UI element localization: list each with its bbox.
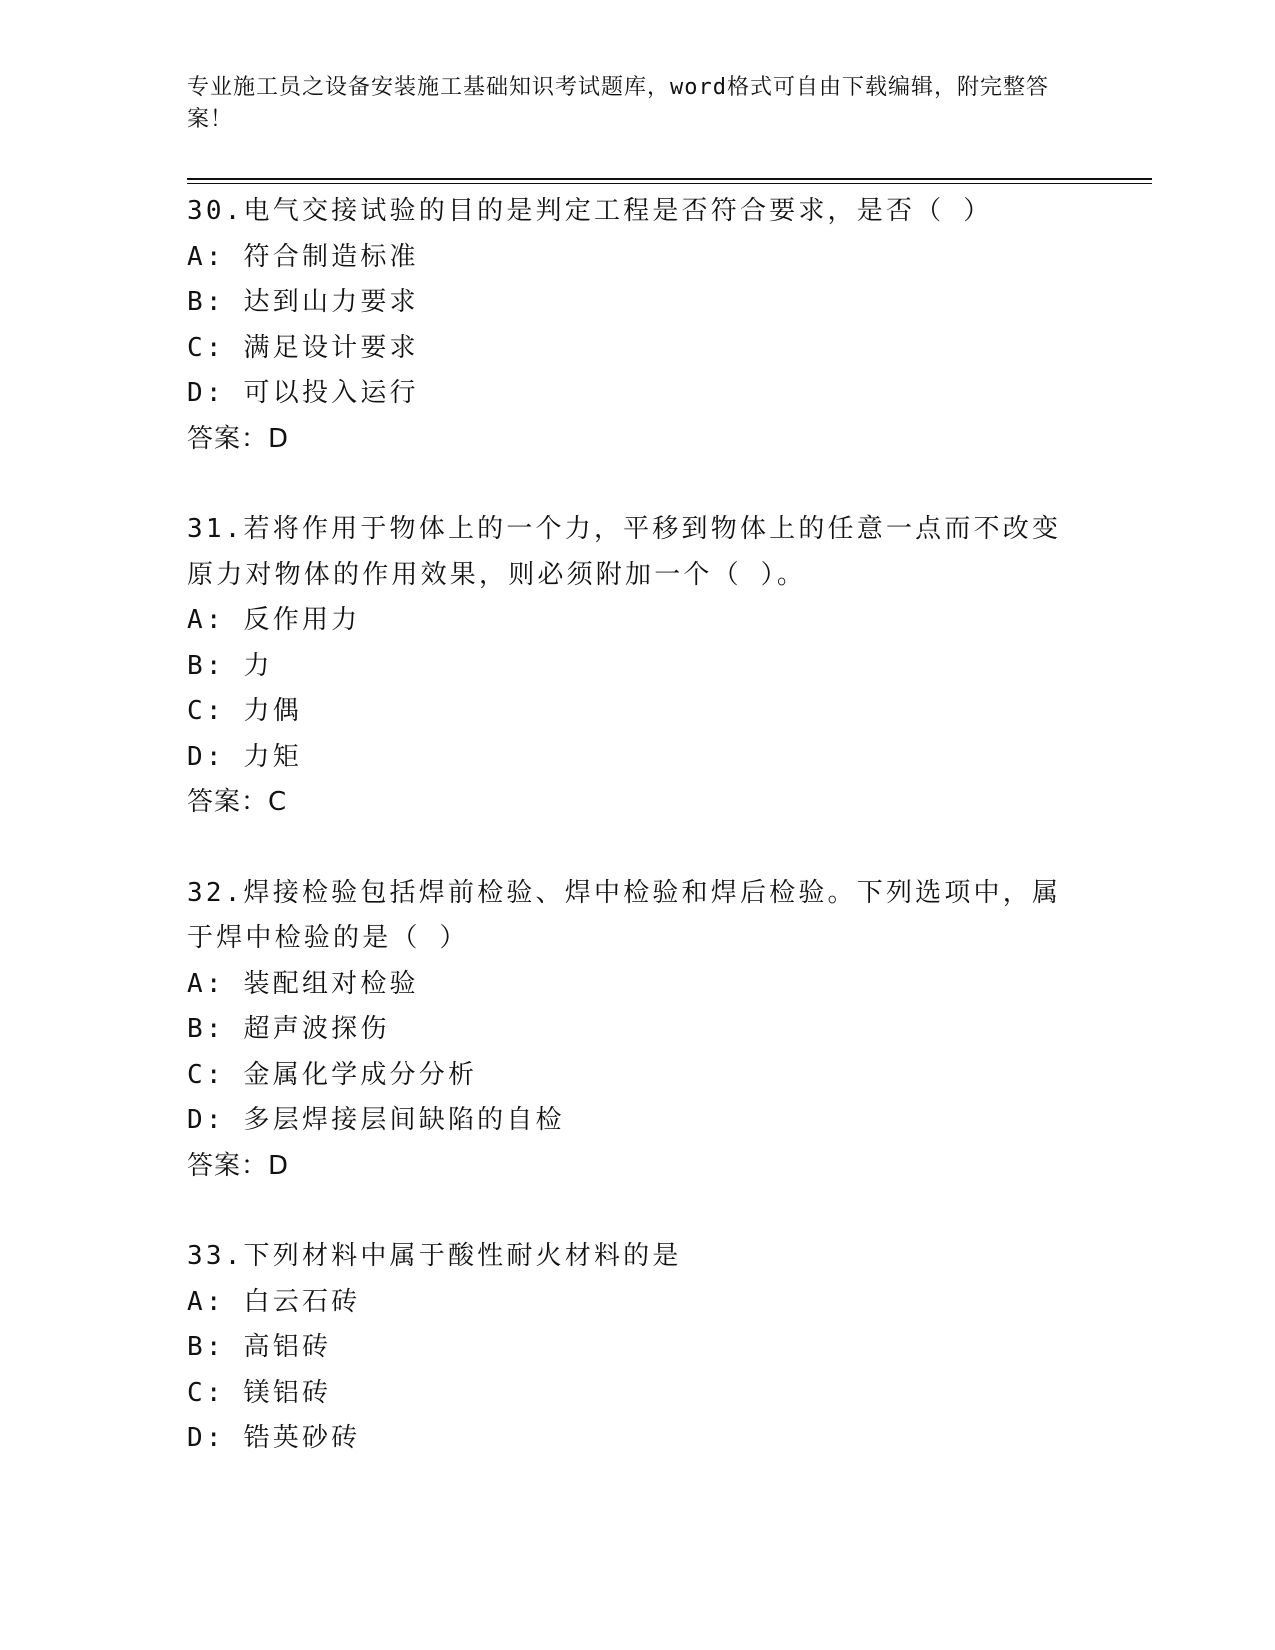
- question-spacer: [187, 826, 1087, 871]
- option-a: A: 装配组对检验: [187, 968, 419, 999]
- answer: 答案：D: [187, 1150, 290, 1181]
- option-d: D: 多层焊接层间缺陷的自检: [187, 1105, 565, 1135]
- document-header: 专业施工员之设备安装施工基础知识考试题库，word格式可自由下载编辑，附完整答案！: [187, 75, 1049, 132]
- option-c: C: 满足设计要求: [187, 332, 419, 363]
- option-d: D: 可以投入运行: [187, 378, 419, 408]
- question-33: [187, 1234, 1087, 1462]
- header-divider: [187, 178, 1152, 184]
- question-spacer: [187, 1189, 1087, 1234]
- question-stem: 33.下列材料中属于酸性耐火材料的是: [187, 1241, 682, 1271]
- question-spacer: [187, 462, 1087, 507]
- question-31: [187, 507, 1087, 826]
- option-c: C: 金属化学成分分析: [187, 1059, 478, 1090]
- option-b: B: 达到山力要求: [187, 287, 419, 317]
- option-d: D: 力矩: [187, 741, 302, 772]
- option-c: C: 镁铝砖: [187, 1377, 332, 1408]
- answer: 答案：D: [187, 423, 290, 454]
- question-list: [187, 189, 1087, 1462]
- option-b: B: 高铝砖: [187, 1332, 332, 1362]
- question-stem: 31.若将作用于物体上的一个力，平移到物体上的任意一点而不改变原力对物体的作用效果，则必须附加一个（ ）。: [187, 514, 1062, 590]
- option-b: B: 力: [187, 650, 273, 681]
- option-d: D: 锆英砂砖: [187, 1423, 361, 1453]
- question-stem: 30.电气交接试验的目的是判定工程是否符合要求，是否（ ）: [187, 196, 993, 226]
- question-30: [187, 189, 1087, 462]
- answer: 答案：C: [187, 787, 288, 817]
- option-a: A: 反作用力: [187, 605, 361, 635]
- option-b: B: 超声波探伤: [187, 1014, 390, 1044]
- question-32: [187, 871, 1087, 1190]
- option-a: A: 符合制造标准: [187, 241, 419, 272]
- option-a: A: 白云石砖: [187, 1286, 361, 1317]
- question-stem: 32.焊接检验包括焊前检验、焊中检验和焊后检验。下列选项中，属于焊中检验的是（ ）: [187, 877, 1062, 953]
- option-c: C: 力偶: [187, 696, 302, 726]
